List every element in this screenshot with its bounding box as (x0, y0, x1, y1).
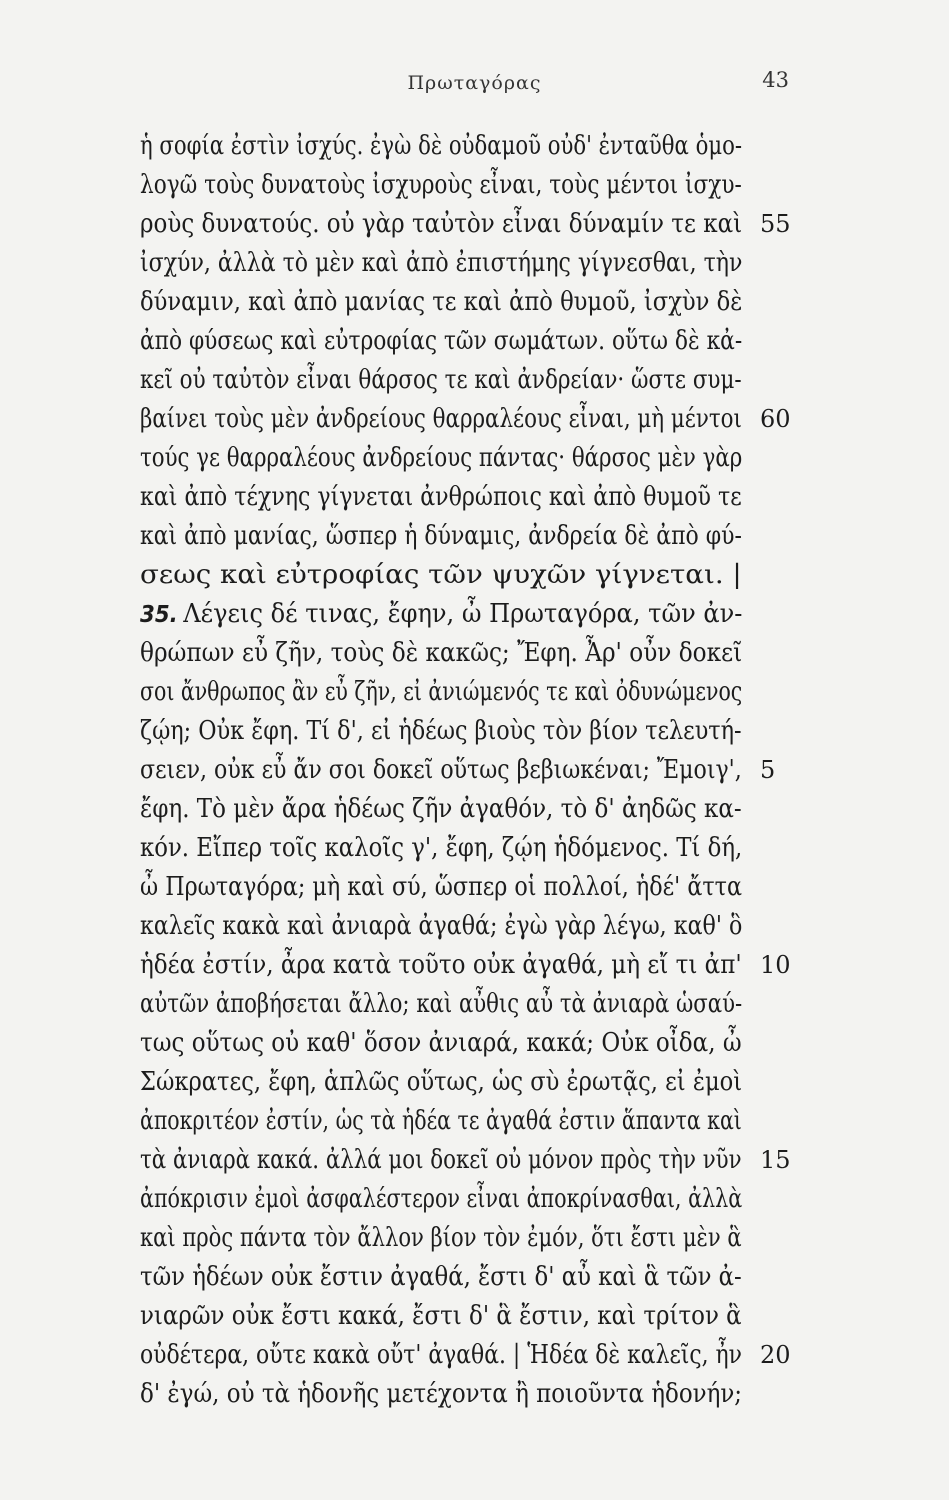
text-line (140, 517, 742, 556)
text-line (140, 322, 742, 361)
line-number: 10 (760, 951, 791, 979)
line-text (140, 790, 742, 829)
line-content: σοι ἄνθρωπος ἂν εὖ ζῆν, εἰ ἀνιώμενός τε καὶ ὀδυνώμενος (140, 677, 743, 707)
line-content: ἀποκριτέον ἐστίν, ὡς τὰ ἡδέα τε ἀγαθά ἐστιν ἅπαντα καὶ (140, 1106, 742, 1136)
line-content: ὦ Πρωταγόρα; μὴ καὶ σύ, ὥσπερ οἱ πολλοί, ἡδέ' ἄττα (140, 872, 742, 902)
line-text (140, 127, 742, 166)
line-text (140, 205, 742, 244)
line-text (140, 166, 742, 205)
line-content: θρώπων εὖ ζῆν, τοὺς δὲ κακῶς; Ἔφη. Ἆρ' οὖν δοκεῖ (140, 638, 743, 668)
line-text (140, 1336, 742, 1375)
line-content: ἡ σοφία ἐστὶν ἰσχύς. ἐγὼ δὲ οὐδαμοῦ οὐδ' ἐνταῦθα ὁμο- (140, 131, 743, 161)
text-line (140, 946, 791, 985)
line-text (140, 556, 742, 595)
line-content: νιαρῶν οὐκ ἔστι κακά, ἔστι δ' ἃ ἔστιν, καὶ τρίτον ἃ (140, 1301, 742, 1331)
text-line (140, 985, 742, 1024)
text-line (140, 712, 742, 751)
text-line (140, 205, 791, 244)
text-line (140, 1297, 742, 1336)
section-number: 35. (140, 602, 178, 628)
text-line (140, 1375, 742, 1414)
line-content: αὐτῶν ἀποβήσεται ἄλλο; καὶ αὖθις αὖ τὰ ἀνιαρὰ ὡσαύ- (140, 989, 743, 1019)
line-content: καὶ ἀπὸ μανίας, ὥσπερ ἡ δύναμις, ἀνδρεία δὲ ἀπὸ φύ- (140, 521, 742, 551)
text-line (140, 439, 742, 478)
line-text (140, 1102, 742, 1141)
line-text (140, 1297, 742, 1336)
line-text (140, 361, 742, 400)
line-content: ἔφη. Τὸ μὲν ἄρα ἡδέως ζῆν ἀγαθόν, τὸ δ' ἀηδῶς κα- (140, 794, 742, 824)
text-body (140, 127, 791, 1414)
text-line (140, 907, 742, 946)
text-line (140, 1258, 742, 1297)
text-line (140, 1141, 791, 1180)
line-content: τὰ ἀνιαρὰ κακά. ἀλλά μοι δοκεῖ οὐ μόνον πρὸς τὴν νῦν (140, 1145, 742, 1175)
line-content: κεῖ οὐ ταὐτὸν εἶναι θάρσος τε καὶ ἀνδρείαν· ὥστε συμ- (140, 365, 742, 395)
page-number: 43 (762, 68, 789, 92)
line-text (140, 1180, 742, 1219)
line-content: κόν. Εἴπερ τοῖς καλοῖς γ', ἔφη, ζῴη ἡδόμενος. Τί δή, (140, 833, 743, 863)
line-content: σειεν, οὐκ εὖ ἄν σοι δοκεῖ οὕτως βεβιωκέναι; Ἔμοιγ', (140, 755, 742, 785)
line-number: 5 (760, 756, 776, 784)
text-line (140, 1219, 742, 1258)
line-content: ἀπόκρισιν ἐμοὶ ἀσφαλέστερον εἶναι ἀποκρίνασθαι, ἀλλὰ (140, 1184, 743, 1214)
text-line (140, 556, 742, 595)
line-text (140, 907, 742, 946)
text-line (140, 1180, 742, 1219)
line-text (140, 751, 742, 790)
line-content: οὐδέτερα, οὔτε κακὰ οὔτ' ἀγαθά. | Ἡδέα δὲ καλεῖς, ἦν (140, 1340, 742, 1370)
line-content: δύναμιν, καὶ ἀπὸ μανίας τε καὶ ἀπὸ θυμοῦ, ἰσχὺν δὲ (140, 287, 743, 317)
line-content: δ' ἐγώ, οὐ τὰ ἡδονῆς μετέχοντα ἢ ποιοῦντα ἡδονήν; (140, 1379, 743, 1409)
line-text (140, 829, 742, 868)
line-text (140, 322, 742, 361)
text-line (140, 1102, 742, 1141)
text-line (140, 868, 742, 907)
text-line (140, 595, 742, 634)
text-line (140, 361, 742, 400)
line-number: 55 (760, 210, 791, 238)
line-text (140, 517, 742, 556)
text-line (140, 634, 742, 673)
line-content: βαίνει τοὺς μὲν ἀνδρείους θαρραλέους εἶναι, μὴ μέντοι (140, 404, 742, 434)
text-line (140, 244, 742, 283)
line-text (140, 1258, 742, 1297)
text-line (140, 751, 776, 790)
line-content: τῶν ἡδέων οὐκ ἔστιν ἀγαθά, ἔστι δ' αὖ καὶ ἃ τῶν ἀ- (140, 1262, 742, 1292)
line-text (140, 868, 742, 907)
text-line (140, 283, 742, 322)
line-text (140, 283, 742, 322)
line-text (140, 673, 742, 712)
text-line (140, 400, 791, 439)
line-content: τως οὕτως οὐ καθ' ὅσον ἀνιαρά, κακά; Οὐκ οἶδα, ὦ (140, 1028, 742, 1058)
line-content: σεως καὶ εὐτροφίας τῶν ψυχῶν γίγνεται. | (140, 560, 742, 590)
line-text (140, 1219, 742, 1258)
line-number: 15 (760, 1146, 791, 1174)
line-content: Σώκρατες, ἔφη, ἁπλῶς οὕτως, ὡς σὺ ἐρωτᾷς, εἰ ἐμοὶ (140, 1067, 743, 1097)
line-text (140, 1024, 742, 1063)
line-text (140, 244, 742, 283)
line-content: καλεῖς κακὰ καὶ ἀνιαρὰ ἀγαθά; ἐγὼ γὰρ λέγω, καθ' ὃ (140, 911, 743, 941)
running-title: Πρωταγόρας (407, 72, 542, 94)
line-number: 20 (760, 1341, 791, 1369)
line-content: ἡδέα ἐστίν, ἆρα κατὰ τοῦτο οὐκ ἀγαθά, μὴ εἴ τι ἀπ' (140, 950, 742, 980)
line-content: Λέγεις δέ τινας, ἔφην, ὦ Πρωταγόρα, τῶν ἀν- (183, 599, 743, 629)
text-line (140, 1024, 742, 1063)
line-content: τούς γε θαρραλέους ἀνδρείους πάντας· θάρσος μὲν γὰρ (140, 443, 743, 473)
text-line (140, 1063, 742, 1102)
text-line (140, 829, 742, 868)
line-text (140, 1375, 742, 1414)
text-line (140, 478, 742, 517)
text-line (140, 673, 742, 712)
line-content: καὶ ἀπὸ τέχνης γίγνεται ἀνθρώποις καὶ ἀπὸ θυμοῦ τε (140, 482, 742, 512)
line-text (140, 712, 742, 751)
line-text (140, 1063, 742, 1102)
line-text (140, 1141, 742, 1180)
line-text (140, 400, 742, 439)
line-content: ἰσχύν, ἀλλὰ τὸ μὲν καὶ ἀπὸ ἐπιστήμης γίγνεσθαι, τὴν (140, 248, 743, 278)
line-content: λογῶ τοὺς δυνατοὺς ἰσχυροὺς εἶναι, τοὺς μέντοι ἰσχυ- (140, 170, 742, 200)
line-content: ροὺς δυνατούς. οὐ γὰρ ταὐτὸν εἶναι δύναμίν τε καὶ (140, 209, 743, 239)
line-number: 60 (760, 405, 791, 433)
text-line (140, 127, 742, 166)
line-content: ἀπὸ φύσεως καὶ εὐτροφίας τῶν σωμάτων. οὕτω δὲ κἀ- (140, 326, 743, 356)
line-text (140, 478, 742, 517)
text-line (140, 790, 742, 829)
line-text (140, 985, 742, 1024)
line-text (140, 946, 742, 985)
line-content: καὶ πρὸς πάντα τὸν ἄλλον βίον τὸν ἐμόν, ὅτι ἔστι μὲν ἃ (140, 1223, 742, 1253)
line-text (140, 634, 742, 673)
line-content: ζῴη; Οὐκ ἔφη. Τί δ', εἰ ἡδέως βιοὺς τὸν βίον τελευτή- (140, 716, 742, 746)
line-text (140, 439, 742, 478)
line-text (140, 595, 742, 635)
text-line (140, 1336, 791, 1375)
text-line (140, 166, 742, 205)
